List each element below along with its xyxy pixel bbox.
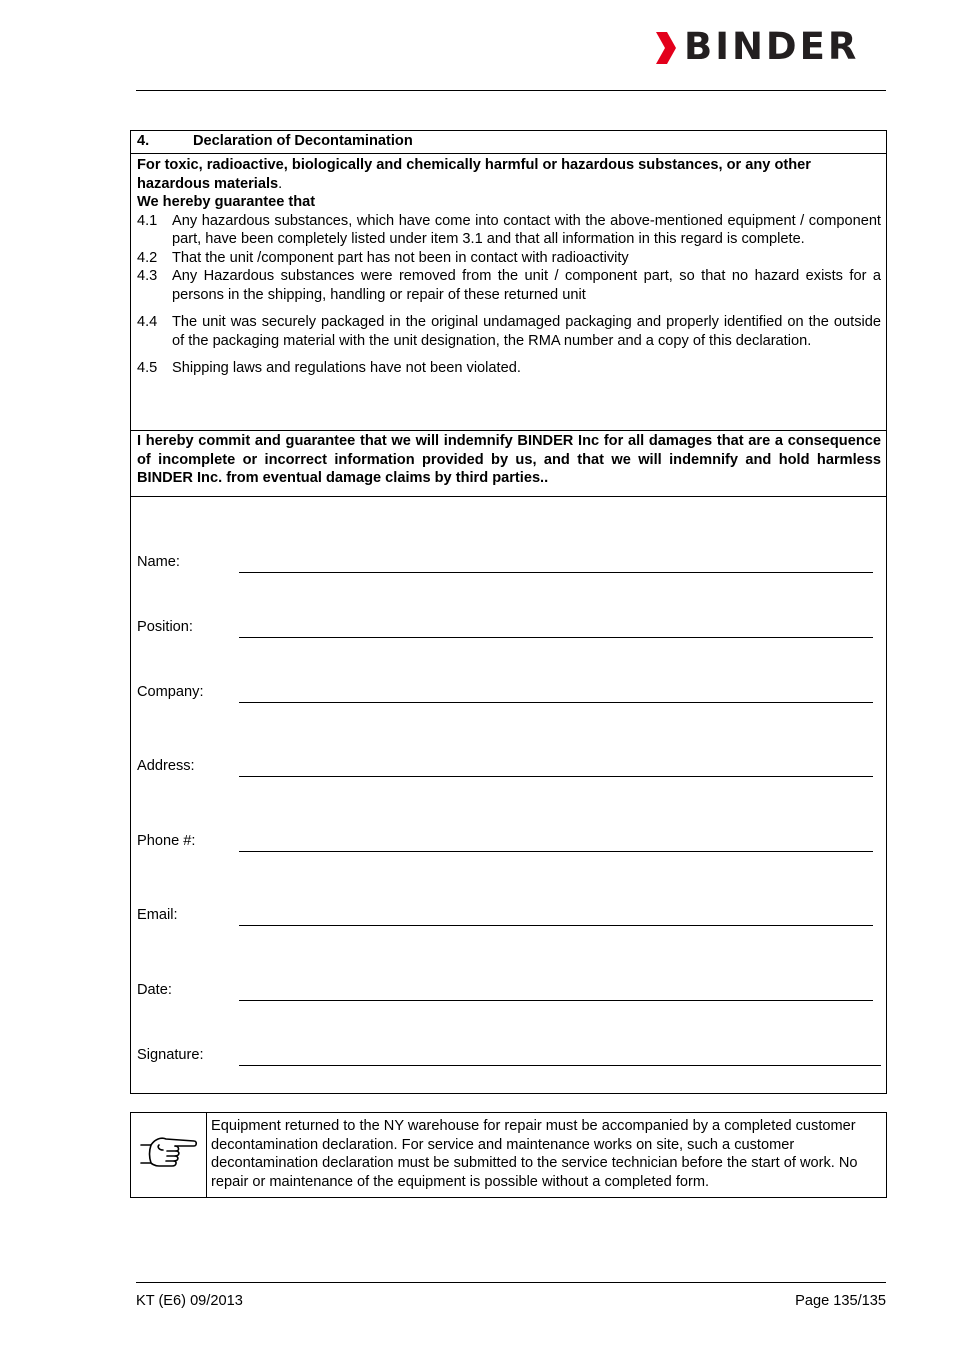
section-title: Declaration of Decontamination [193, 133, 413, 149]
declaration-item [137, 359, 881, 378]
date-input-line[interactable] [239, 1000, 873, 1001]
item-text: Any Hazardous substances were removed from the unit / component part, so that no hazard exists for a persons in the shipping, handling or repair of these returned unit [172, 268, 881, 303]
footer-rule [136, 1282, 886, 1283]
phone-label: Phone #: [137, 833, 196, 849]
declaration-item [137, 267, 881, 304]
item-text: The unit was securely packaged in the original undamaged packaging and properly identified on the outside of the packaging material with the unit designation, the RMA number and a copy of this declaration. [172, 314, 881, 349]
email-field [137, 907, 881, 929]
item-text: Any hazardous substances, which have come into contact with the above-mentioned equipment / component part, have been completely listed under item 3.1 and that all information in this regard is complete. [172, 212, 881, 247]
email-label: Email: [137, 907, 178, 923]
signature-field [137, 1047, 881, 1069]
email-input-line[interactable] [239, 925, 873, 926]
intro-dot: . [278, 175, 283, 192]
item-text: That the unit /component part has not been in contact with radioactivity [172, 249, 629, 266]
chevron-logo-icon [654, 30, 678, 66]
binder-logo [654, 25, 888, 68]
declaration-box [130, 130, 887, 1094]
company-label: Company: [137, 684, 204, 700]
position-input-line[interactable] [239, 637, 873, 638]
address-field [137, 758, 881, 780]
header-rule [136, 90, 886, 91]
intro-text: For toxic, radioactive, biologically and chemically harmful or hazardous substances, or any other hazardous materials [137, 157, 811, 192]
phone-input-line[interactable] [239, 851, 873, 852]
commitment-paragraph: I hereby commit and guarantee that we will indemnify BINDER Inc for all damages that are a consequence of incomplete or incorrect information provided by us, and that we will indemnify and hold harmless BINDER Inc. from eventual damage claims by third parties.. [137, 433, 881, 486]
company-field [137, 684, 881, 706]
item-number: 4.5 [137, 360, 158, 376]
item-number: 4.2 [137, 249, 158, 266]
address-label: Address: [137, 758, 195, 774]
declaration-item [137, 212, 881, 249]
position-label: Position: [137, 619, 193, 635]
item-number: 4.3 [137, 268, 158, 284]
intro-paragraph [137, 156, 881, 193]
signature-label: Signature: [137, 1047, 204, 1063]
company-input-line[interactable] [239, 702, 873, 703]
address-input-line[interactable] [239, 776, 873, 777]
date-label: Date: [137, 982, 172, 998]
signature-input-line[interactable] [239, 1065, 881, 1066]
item-number: 4.1 [137, 212, 158, 229]
name-field [137, 554, 881, 576]
position-field [137, 619, 881, 641]
phone-field [137, 833, 881, 855]
name-input-line[interactable] [239, 572, 873, 573]
declaration-item [137, 249, 881, 268]
guarantee-heading: We hereby guarantee that [137, 194, 316, 210]
note-icon-cell [131, 1113, 207, 1197]
page-number: Page 135/135 [795, 1293, 886, 1309]
date-field [137, 982, 881, 1004]
logo-wordmark: BINDER [684, 25, 860, 68]
section-divider [131, 430, 886, 431]
declaration-item [137, 313, 881, 350]
section-header [131, 131, 886, 154]
document-code: KT (E6) 09/2013 [136, 1293, 243, 1309]
note-text: Equipment returned to the NY warehouse for repair must be accompanied by a completed customer decontamination declaration. For service and maintenance works on site, such a customer decontamination declaration must be submitted to the service technician before the start of work. No repair or maintenance of the equipment is possible without a completed form. [211, 1118, 858, 1190]
item-number: 4.4 [137, 314, 158, 330]
note-box [130, 1112, 887, 1198]
item-text: Shipping laws and regulations have not been violated. [172, 360, 521, 376]
section-number: 4. [137, 133, 150, 149]
declaration-body [137, 156, 881, 378]
section-divider [131, 496, 886, 497]
name-label: Name: [137, 554, 180, 570]
pointing-hand-icon [139, 1135, 199, 1175]
